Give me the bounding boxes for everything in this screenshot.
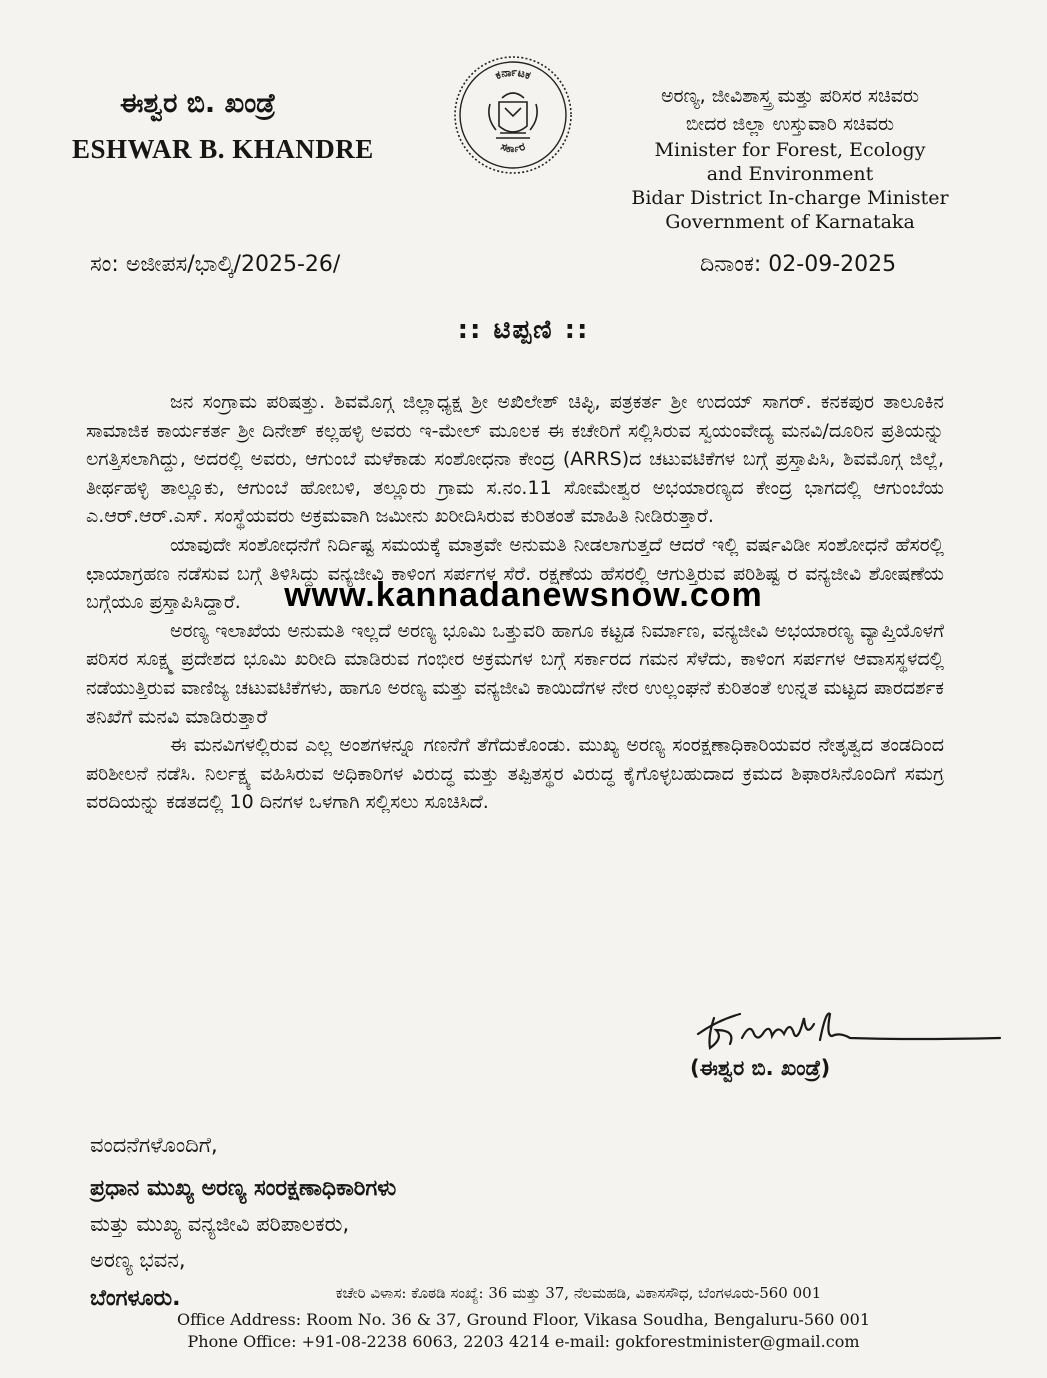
emblem-bottom-text: ಸರ್ಕಾರ — [499, 139, 527, 155]
body-paragraph: ಯಾವುದೇ ಸಂಶೋಧನೆಗೆ ನಿರ್ದಿಷ್ಟ ಸಮಯಕ್ಕೆ ಮಾತ್ರವೇ ಅನುಮತಿ ನೀಡಲಾಗುತ್ತದೆ ಆದರೆ ಇಲ್ಲಿ ವರ್ಷವಿಡೀ ಸಂಶೋಧನೆ ಹೆಸರಲ್ಲಿ ಛಾಯಾಗ್ರಹಣ ನಡೆಸುವ ಬಗ್ಗೆ ತಿಳಿಸಿದ್ದು ವನ್ಯಜೀವಿ ಕಾಳಿಂಗ ಸರ್ಪಗಳ ಸೆರೆ. ರಕ್ಷಣೆಯ ಹೆಸರಲ್ಲಿ ಆಗುತ್ತಿರುವ ಪರಿಶಿಷ್ಟ ರ ವನ್ಯಜೀವಿ ಶೋಷಣೆಯ ಬಗ್ಗೆಯೂ ಪ್ರಸ್ತಾಪಿಸಿದ್ದಾರೆ. — [86, 533, 944, 614]
body-paragraph: ಅರಣ್ಯ ಇಲಾಖೆಯ ಅನುಮತಿ ಇಲ್ಲದೆ ಅರಣ್ಯ ಭೂಮಿ ಒತ್ತುವರಿ ಹಾಗೂ ಕಟ್ಟಡ ನಿರ್ಮಾಣ, ವನ್ಯಜೀವಿ ಅಭಯಾರಣ್ಯ ವ್ಯಾಪ್ತಿಯೊಳಗೆ ಪರಿಸರ ಸೂಕ್ಷ್ಮ ಪ್ರದೇಶದ ಭೂಮಿ ಖರೀದಿ ಮಾಡಿರುವ ಗಂಭೀರ ಅಕ್ರಮಗಳ ಬಗ್ಗೆ ಸರ್ಕಾರದ ಗಮನ ಸೆಳೆದು, ಕಾಳಿಂಗ ಸರ್ಪಗಳ ಆವಾಸಸ್ಥಳದಲ್ಲಿ ನಡೆಯುತ್ತಿರುವ ವಾಣಿಜ್ಯ ಚಟುವಟಿಕೆಗಳು, ಹಾಗೂ ಅರಣ್ಯ ಮತ್ತು ವನ್ಯಜೀವಿ ಕಾಯಿದೆಗಳ ನೇರ ಉಲ್ಲಂಘನೆ ಕುರಿತಂತೆ ಉನ್ನತ ಮಟ್ಟದ ಪಾರದರ್ಶಕ ತನಿಖೆಗೆ ಮನವಿ ಮಾಡಿರುತ್ತಾರೆ — [86, 619, 944, 728]
karnataka-emblem-icon — [452, 54, 574, 176]
addressee-line-3: ಅರಣ್ಯ ಭವನ, — [90, 1248, 186, 1272]
addressee-line-1: ಪ್ರಧಾನ ಮುಖ್ಯ ಅರಣ್ಯ ಸಂರಕ್ಷಣಾಧಿಕಾರಿಗಳು — [90, 1176, 397, 1201]
body-paragraph: ಜನ ಸಂಗ್ರಾಮ ಪರಿಷತ್ತು. ಶಿವಮೊಗ್ಗ ಜಿಲ್ಲಾಧ್ಯಕ್ಷ ಶ್ರೀ ಅಖಿಲೇಶ್ ಚಿಪ್ಳಿ, ಪತ್ರಕರ್ತ ಶ್ರೀ ಉದಯ್ ಸಾಗರ್. ಕನಕಪುರ ತಾಲೂಕಿನ ಸಾಮಾಜಿಕ ಕಾರ್ಯಕರ್ತ ಶ್ರೀ ದಿನೇಶ್ ಕಲ್ಲಹಳ್ಳಿ ಅವರು ಇ-ಮೇಲ್ ಮೂಲಕ ಈ ಕಚೇರಿಗೆ ಸಲ್ಲಿಸಿರುವ ಸ್ವಯಂವೇದ್ಯ ಮನವಿ/ದೂರಿನ ಪ್ರತಿಯನ್ನು ಲಗತ್ತಿಸಲಾಗಿದ್ದು, ಅದರಲ್ಲಿ ಅವರು, ಆಗುಂಬೆ ಮಳೆಕಾಡು ಸಂಶೋಧನಾ ಕೇಂದ್ರ (ARRS)ದ ಚಟುವಟಿಕೆಗಳ ಬಗ್ಗೆ ಪ್ರಸ್ತಾಪಿಸಿ, ಶಿವಮೊಗ್ಗ ಜಿಲ್ಲೆ, ತೀರ್ಥಹಳ್ಳಿ ತಾಲ್ಲೂಕು, ಆಗುಂಬೆ ಹೋಬಳಿ, ತಲ್ಲೂರು ಗ್ರಾಮ ಸ.ನಂ.11 ಸೋಮೇಶ್ವರ ಅಭಯಾರಣ್ಯದ ಕೇಂದ್ರ ಭಾಗದಲ್ಲಿ ಆಗುಂಬೆಯ ಎ.ಆರ್.ಆರ್.ಎಸ್. ಸಂಸ್ಥೆಯವರು ಅಕ್ರಮವಾಗಿ ಜಮೀನು ಖರೀದಿಸಿರುವ ಕುರಿತಂತೆ ಮಾಹಿತಿ ನೀಡಿರುತ್ತಾರೆ. — [86, 391, 944, 528]
svg-text:ಕರ್ನಾಟಕ — [494, 65, 533, 82]
svg-text:ಸರ್ಕಾರ — [499, 140, 527, 155]
minister-name-english: ESHWAR B. KHANDRE — [72, 134, 374, 164]
designation-kannada-line-2: ಬೀದರ ಜಿಲ್ಲಾ ಉಸ್ತುವಾರಿ ಸಚಿವರು — [685, 113, 895, 135]
designation-block — [600, 82, 980, 234]
designation-english-line-2: and Environment — [706, 163, 874, 185]
handwritten-signature-icon — [690, 1004, 1010, 1060]
closing-greeting: ವಂದನೆಗಳೊಂದಿಗೆ, — [90, 1133, 218, 1157]
watermark-url: www.kannadanewsnow.com — [284, 576, 763, 614]
footer-phone-email: Phone Office: +91-08-2238 6063, 2203 4214 e-mail: gokforestminister@gmail.com — [187, 1332, 860, 1351]
minister-name-kannada: ಈಶ್ವರ ಬಿ. ಖಂಡ್ರೆ — [120, 88, 276, 119]
addressee-line-4: ಬೆಂಗಳೂರು. — [90, 1286, 181, 1311]
emblem-top-text: ಕರ್ನಾಟಕ — [493, 65, 533, 83]
footer-address-kannada: ಕಚೇರಿ ವಿಳಾಸ: ಕೊಠಡಿ ಸಂಖ್ಯೆ: 36 ಮತ್ತು 37, ನೆಲಮಹಡಿ, ವಿಕಾಸಸೌಧ, ಬೆಂಗಳೂರು-560 001 — [335, 1284, 822, 1302]
letter-date: ದಿನಾಂಕ: 02-09-2025 — [700, 252, 897, 277]
note-heading: :: ಟಿಪ್ಪಣಿ :: — [457, 315, 590, 345]
signatory-name: (ಈಶ್ವರ ಬಿ. ಖಂಡ್ರೆ) — [690, 1056, 831, 1080]
reference-number: ಸಂ: ಅಜೀಪಸ/ಭಾಲ್ಕಿ/2025-26/ — [90, 252, 341, 277]
body-paragraph: ಈ ಮನವಿಗಳಲ್ಲಿರುವ ಎಲ್ಲ ಅಂಶಗಳನ್ನೂ ಗಣನೆಗೆ ತೆಗೆದುಕೊಂಡು. ಮುಖ್ಯ ಅರಣ್ಯ ಸಂರಕ್ಷಣಾಧಿಕಾರಿಯವರ ನೇತೃತ್ವದ ತಂಡದಿಂದ ಪರಿಶೀಲನೆ ನಡೆಸಿ. ನಿರ್ಲಕ್ಷ್ಯ ವಹಿಸಿರುವ ಅಧಿಕಾರಿಗಳ ವಿರುದ್ಧ ಮತ್ತು ತಪ್ಪಿತಸ್ಥರ ವಿರುದ್ಧ ಕೈಗೊಳ್ಳಬಹುದಾದ ಕ್ರಮದ ಶಿಫಾರಸಿನೊಂದಿಗೆ ಸಮಗ್ರ ವರದಿಯನ್ನು ಕಡತದಲ್ಲಿ 10 ದಿನಗಳ ಒಳಗಾಗಿ ಸಲ್ಲಿಸಲು ಸೂಚಿಸಿದೆ. — [86, 734, 944, 814]
designation-kannada-line-1: ಅರಣ್ಯ, ಜೀವಿಶಾಸ್ತ್ರ ಮತ್ತು ಪರಿಸರ ಸಚಿವರು — [660, 85, 920, 107]
addressee-line-2: ಮತ್ತು ಮುಖ್ಯ ವನ್ಯಜೀವಿ ಪರಿಪಾಲಕರು, — [90, 1212, 350, 1236]
designation-english-line-4: Government of Karnataka — [665, 211, 915, 233]
designation-english-line-1: Minister for Forest, Ecology — [654, 139, 926, 161]
footer-address-english: Office Address: Room No. 36 & 37, Ground Floor, Vikasa Soudha, Bengaluru-560 001 — [177, 1310, 870, 1329]
designation-english-line-3: Bidar District In-charge Minister — [631, 187, 949, 209]
